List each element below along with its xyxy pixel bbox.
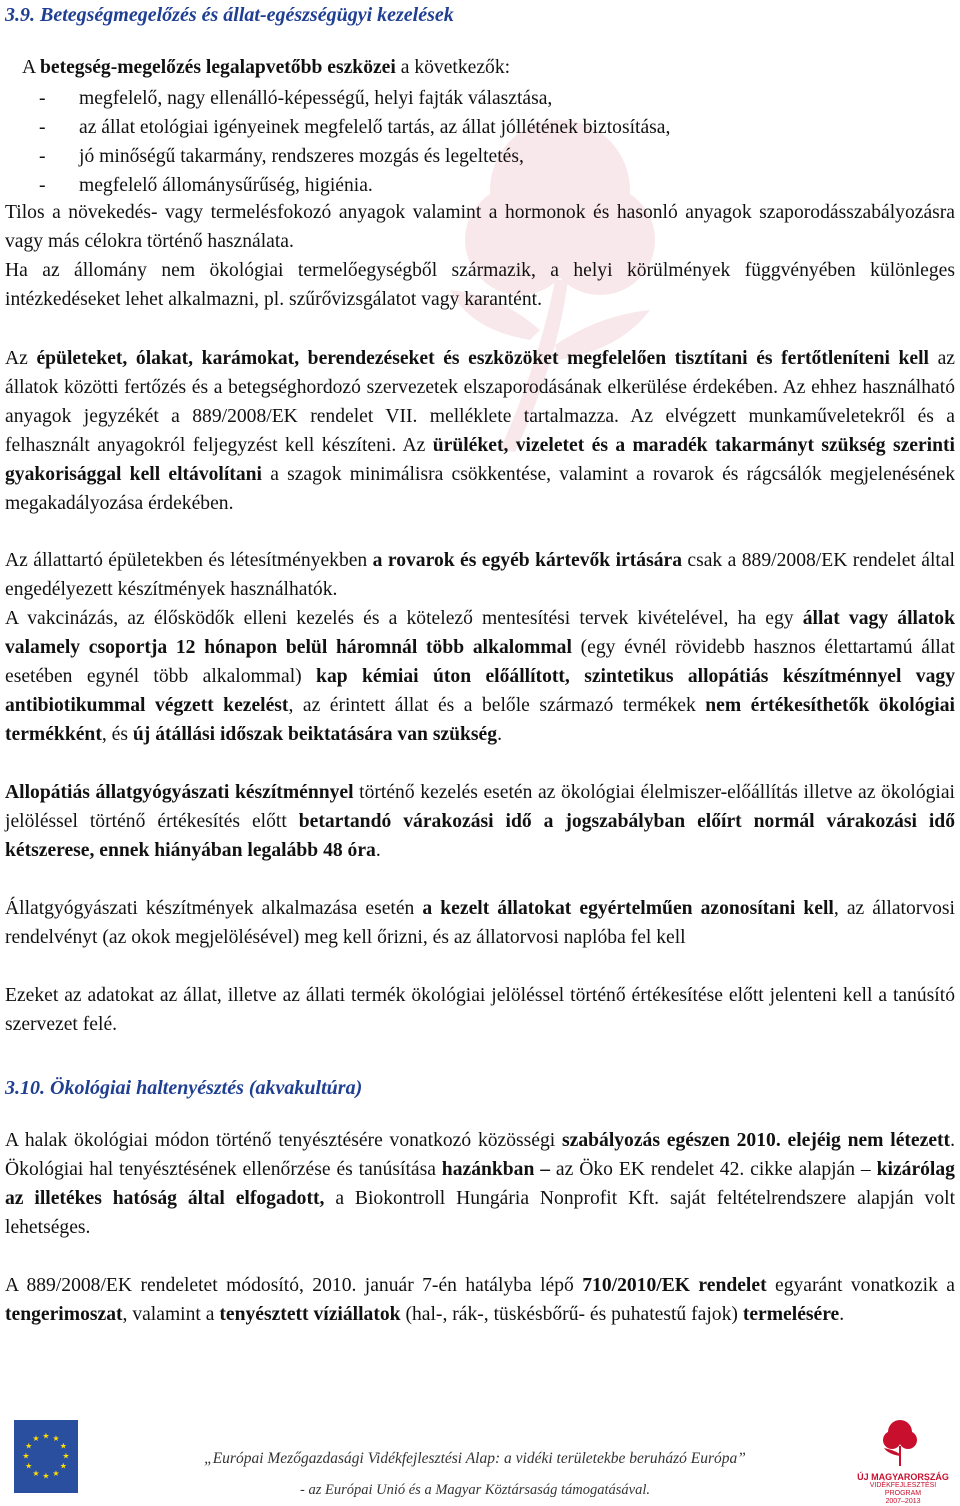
section-heading-3-10: 3.10. Ökológiai haltenyésztés (akvakultúra): [5, 1077, 363, 1099]
text-run: történő kezelés esetén az ökológiai élelmiszer-előállítás illetve az ökológiai jelöléssel történő értékesítés előtt: [5, 782, 955, 832]
eu-star-icon: ★: [25, 1461, 33, 1471]
eu-star-icon: ★: [59, 1461, 67, 1471]
bold-run: új átállási időszak beiktatására van szükség: [132, 724, 498, 745]
text-run: , és: [101, 724, 133, 745]
paragraph-710-2010-regulation: [5, 1271, 955, 1329]
eu-star-icon: ★: [32, 1468, 40, 1478]
section-heading-3-9: 3.9. Betegségmegelőzés és állat-egészségügyi kezelések: [5, 4, 454, 26]
bold-run: ürüléket, vizeletet és a maradék takarmányt szükség szerinti gyakorisággal kell eltávolítani: [5, 435, 955, 485]
logo-subtitle: [855, 1482, 951, 1506]
text-run: .: [497, 724, 502, 745]
bold-run: állat vagy állatok valamely csoportja 12 hónapon belül háromnál több alkalommal: [5, 608, 955, 658]
list-item-text: megfelelő, nagy ellenálló-képességű, helyi fajták választása,: [79, 88, 553, 109]
text-run: , az állatorvosi rendelvényt (az okok megjelölésével) meg kell őrizni, és az állatorvosi naplóba fel kell: [5, 898, 955, 948]
list-item: [39, 113, 670, 142]
text-run: egyaránt vonatkozik a: [766, 1275, 955, 1296]
list-dash: -: [39, 175, 46, 196]
text-run: , az érintett állat és a belőle származó termékek: [288, 695, 706, 716]
lead-bold: betegség-megelőzés legalapvetőbb eszközei: [39, 57, 396, 78]
list-item: [39, 171, 670, 200]
eu-star-icon: ★: [32, 1434, 40, 1444]
text-run: a Biokontroll Hungária Nonprofit Kft. saját feltételrendszere alapján volt lehetséges.: [5, 1188, 956, 1238]
bold-run: kap kémiai úton előállított, szintetikus allopátiás készítménnyel vagy antibiotikummal végzett kezelést: [5, 666, 955, 716]
eu-star-icon: ★: [59, 1441, 67, 1451]
text-run: az állatok közötti fertőzés és a betegséghordozó szervezetek elszaporodásának elkerülése érdekében. Az ehhez használható anyagok jegyzékét a 889/2008/EK rendelet VII. melléklete tartalmazza. Az elvégzett munkaműveletekről és a felhasznált anyagokról feljegyzést kell készíteni. Az: [5, 348, 956, 456]
text-run: . Ökológiai hal tenyésztésének ellenőrzése és tanúsítása: [5, 1130, 955, 1180]
paragraph-non-organic-herd: Ha az állomány nem ökológiai termelőegységből származik, a helyi körülmények függvényében különleges intézkedéseket lehet alkalmazni, pl. szűrővizsgálatot vagy karantént.: [5, 260, 955, 310]
text-run: (hal-, rák-, tüskésbőrű- és puhatestű fajok): [400, 1304, 743, 1325]
text-run: A 889/2008/EK rendeletet módosító, 2010. január 7-én hatályba lépő: [5, 1275, 583, 1296]
eu-star-icon: ★: [42, 1431, 50, 1441]
list-item-text: az állat etológiai igényeinek megfelelő tartás, az állat jóllétének biztosítása,: [79, 117, 671, 138]
prevention-list: [39, 84, 670, 200]
eu-star-icon: ★: [42, 1471, 50, 1481]
footer-slogan: „Európai Mezőgazdasági Vidékfejlesztési Alap: a vidéki területekbe beruházó Európa”: [204, 1450, 746, 1467]
paragraph-withdrawal-period: [5, 778, 955, 865]
eu-star-icon: ★: [52, 1468, 60, 1478]
bold-run: tenyésztett víziállatok: [219, 1304, 401, 1325]
list-item-text: jó minőségű takarmány, rendszeres mozgás és legeltetés,: [79, 146, 524, 167]
bold-run: betartandó várakozási idő a jogszabályban előírt normál várakozási idő kétszerese, ennek hiányában legalább 48 óra: [5, 811, 955, 861]
bold-run: termelésére: [742, 1304, 840, 1325]
list-item: [39, 142, 670, 171]
paragraph-prohibited-substances: Tilos a növekedés- vagy termelésfokozó anyagok valamint a hormonok és hasonló anyagok szaporodásszabályozásra vagy más célokra történő használata.: [5, 202, 955, 252]
bold-run: a rovarok és egyéb kártevők irtására: [372, 550, 682, 571]
text-run: csak a 889/2008/EK rendelet által engedélyezett készítmények használhatók.: [5, 550, 955, 600]
lead-suffix: a következők:: [395, 57, 511, 78]
text-run: Állatgyógyászati készítmények alkalmazása esetén: [5, 898, 423, 919]
bold-run: 710/2010/EK rendelet: [582, 1275, 767, 1296]
eu-flag-logo: [14, 1420, 78, 1493]
eu-star-icon: ★: [22, 1451, 30, 1461]
bold-run: nem értékesíthetők ökológiai termékként: [5, 695, 955, 745]
footer-support-note: - az Európai Unió és a Magyar Köztársaság támogatásával.: [299, 1482, 651, 1498]
logo-years: 2007–2013: [885, 1498, 921, 1505]
text-run: .: [839, 1304, 845, 1325]
bold-run: kizárólag az illetékes hatóság által elfogadott,: [5, 1159, 955, 1209]
paragraph-reporting: Ezeket az adatokat az állat, illetve az állati termék ökológiai jelöléssel történő értékesítése előtt jelenteni kell a tanúsító szervezet felé.: [5, 985, 955, 1035]
bold-run: Allopátiás állatgyógyászati készítménnyel: [5, 782, 354, 803]
text-run: Az: [5, 348, 37, 369]
eu-star-icon: ★: [52, 1434, 60, 1444]
text-run: .: [375, 840, 381, 861]
eu-star-icon: ★: [62, 1451, 70, 1461]
list-dash: -: [39, 117, 46, 138]
paragraph-fish-regulation: [5, 1126, 955, 1242]
bold-run: hazánkban –: [441, 1159, 551, 1180]
list-item: [39, 84, 670, 113]
bold-run: a kezelt állatokat egyértelműen azonosítani kell: [422, 898, 834, 919]
lead-sentence: [22, 54, 510, 82]
text-run: A vakcinázás, az élősködők elleni kezelés és a kötelező mentesítési tervek kivételével, ha egy: [5, 608, 803, 629]
paragraph-pest-control: [5, 546, 955, 604]
text-run: (egy évnél rövidebb hasznos élettartamú állat esetében egynél több alkalommal): [5, 637, 955, 687]
bold-run: szabályozás egészen 2010. elejéig nem létezett: [562, 1130, 951, 1151]
paragraph-identification: [5, 894, 955, 952]
text-run: , valamint a: [122, 1304, 220, 1325]
lead-prefix: A: [22, 57, 40, 78]
paragraph-treatment-limits: [5, 604, 955, 749]
list-dash: -: [39, 88, 46, 109]
logo-sub-text: VIDÉKFEJLESZTÉSI PROGRAM: [869, 1482, 937, 1497]
bold-run: tengerimoszat: [5, 1304, 123, 1325]
text-run: Az állattartó épületekben és létesítményekben: [5, 550, 373, 571]
bold-run: épületeket, ólakat, karámokat, berendezéseket és eszközöket megfelelően tisztítani és fertőtleníteni kell: [36, 348, 930, 369]
eu-stars-icon: [14, 1420, 78, 1493]
paragraph-cleaning: [5, 344, 955, 518]
page-footer: [0, 1410, 960, 1505]
logo-wordmark: ÚJ MAGYARORSZÁG: [857, 1472, 949, 1482]
eu-star-icon: ★: [25, 1441, 33, 1451]
list-item-text: megfelelő állománysűrűség, higiénia.: [79, 175, 373, 196]
text-run: az Öko EK rendelet 42. cikke alapján –: [550, 1159, 877, 1180]
text-run: A halak ökológiai módon történő tenyésztésére vonatkozó közösségi: [5, 1130, 562, 1151]
text-run: a szagok minimálisra csökkentése, valamint a rovarok és rágcsálók megjelenésének megakadályozása érdekében.: [5, 464, 955, 514]
list-dash: -: [39, 146, 46, 167]
